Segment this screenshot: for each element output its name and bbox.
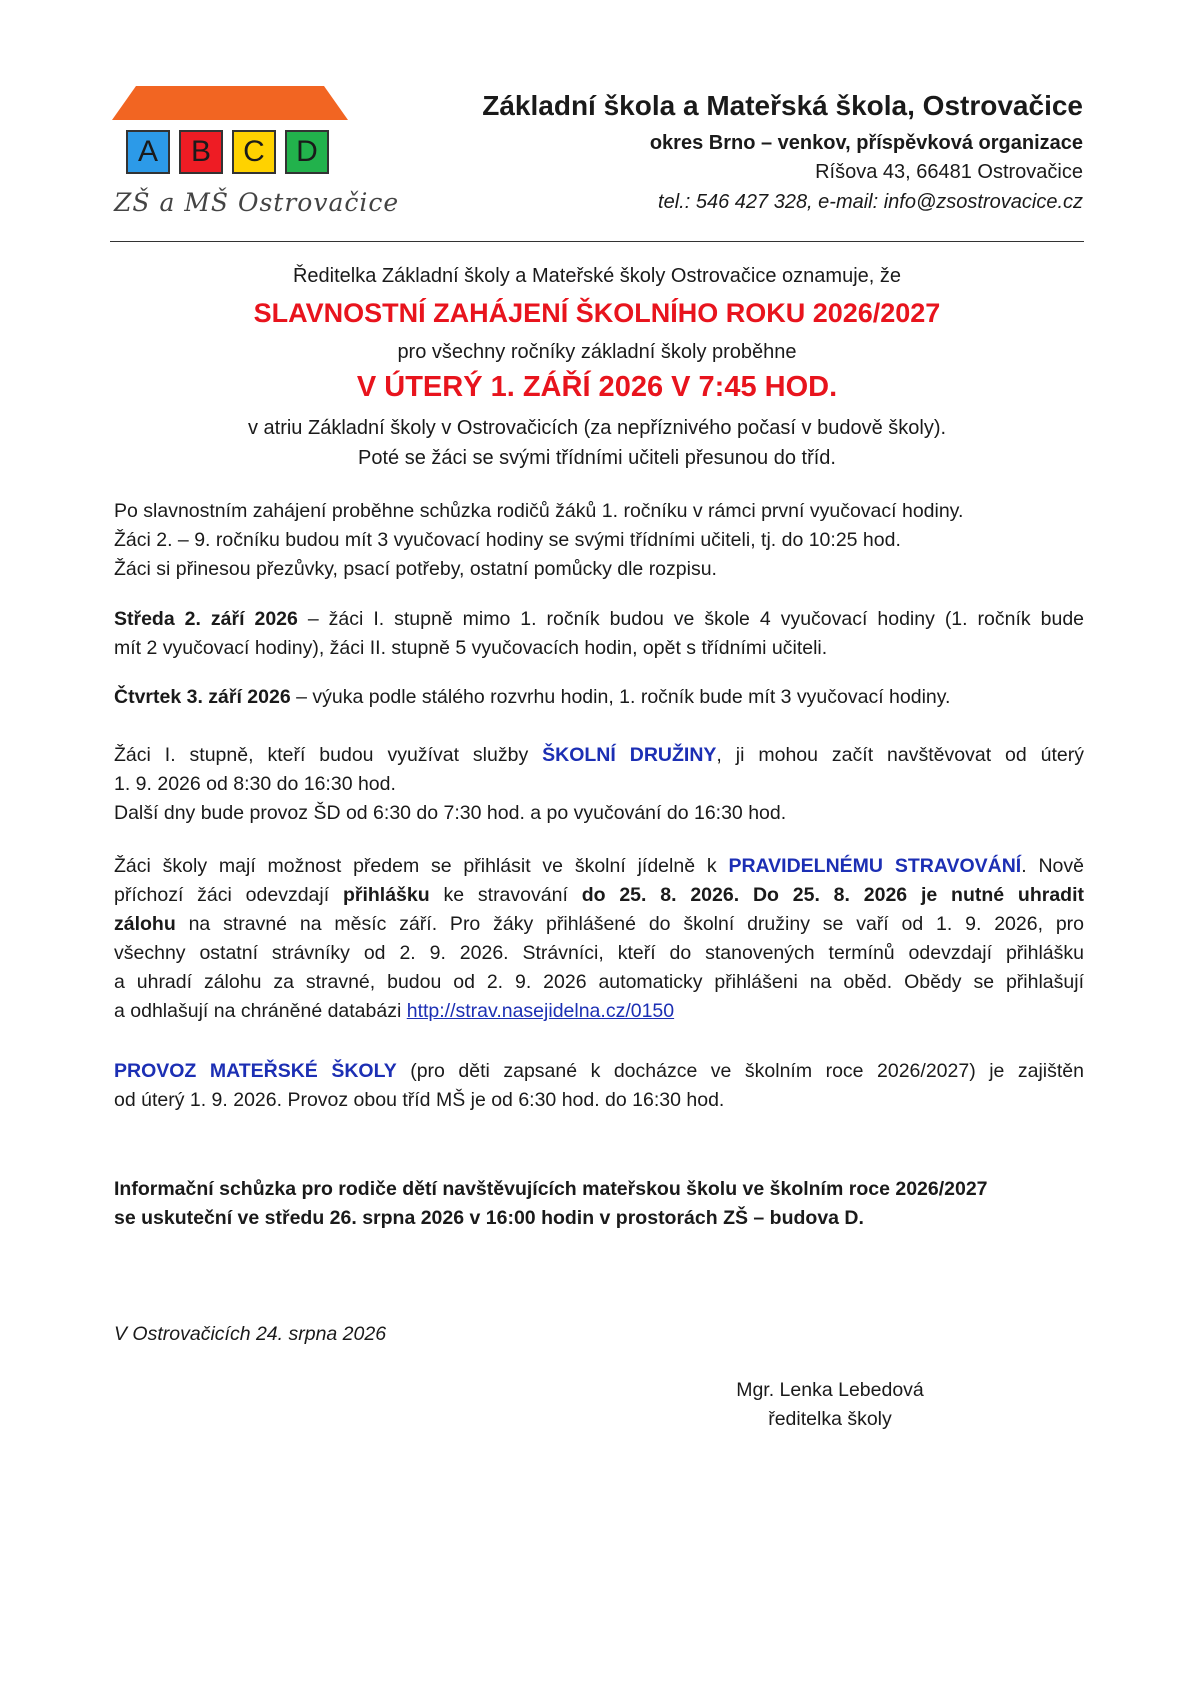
announcement-after: Poté se žáci se svými třídními učiteli přesunou do tříd. bbox=[358, 447, 836, 469]
school-address: Ríšova 43, 66481 Ostrovačice bbox=[815, 161, 1083, 183]
stravovani-text-post: . Nově bbox=[1021, 855, 1084, 877]
info-meeting-line-1: Informační schůzka pro rodiče dětí navštěvujících mateřskou školu ve školním roce 2026/2027 bbox=[114, 1178, 988, 1200]
druzina-text-pre: Žáci I. stupně, kteří budou využívat služby bbox=[114, 744, 543, 766]
stravovani-highlight: PRAVIDELNÉMU STRAVOVÁNÍ bbox=[728, 855, 1022, 877]
stravovani-line-4: všechny ostatní strávníky od 2. 9. 2026. Strávníci, kteří do stanovených termínů odevzdají přihlášku bbox=[114, 942, 1084, 964]
first-day-line-2: Žáci 2. – 9. ročníku budou mít 3 vyučovací hodiny se svými třídními učiteli, tj. do 10:25 hod. bbox=[114, 529, 901, 551]
druzina-highlight: ŠKOLNÍ DRUŽINY bbox=[542, 744, 717, 766]
wednesday-line-2: mít 2 vyučovací hodiny), žáci II. stupně 5 vyučovacích hodin, opět s třídními učiteli. bbox=[114, 637, 828, 659]
ms-paragraph bbox=[114, 1057, 1084, 1115]
school-okres: okres Brno – venkov, příspěvková organizace bbox=[649, 132, 1083, 154]
ms-line-1 bbox=[114, 1057, 1084, 1086]
stravovani-line-1 bbox=[114, 852, 1084, 881]
stravovani-text-pre: Žáci školy mají možnost předem se přihlásit ve školní jídelně k bbox=[114, 855, 729, 877]
header-divider bbox=[110, 241, 1084, 242]
ms-line-2: od úterý 1. 9. 2026. Provoz obou tříd MŠ je od 6:30 hod. do 16:30 hod. bbox=[114, 1089, 725, 1111]
logo-block-b: B bbox=[179, 130, 223, 174]
school-contact: tel.: 546 427 328, e-mail: info@zsostrovacice.cz bbox=[658, 191, 1083, 213]
stravovani-line-3 bbox=[114, 910, 1084, 939]
thursday-label: Čtvrtek 3. září 2026 bbox=[114, 686, 291, 708]
stravovani-line-2 bbox=[114, 881, 1084, 910]
druzina-line-2: 1. 9. 2026 od 8:30 do 16:30 hod. bbox=[114, 773, 396, 795]
place-date: V Ostrovačicích 24. srpna 2026 bbox=[114, 1323, 387, 1345]
jidelna-database-link[interactable]: http://strav.nasejidelna.cz/0150 bbox=[406, 1000, 675, 1022]
info-meeting-line-2: se uskuteční ve středu 26. srpna 2026 v 16:00 hodin v prostorách ZŠ – budova D. bbox=[114, 1207, 864, 1229]
wednesday-label: Středa 2. září 2026 bbox=[114, 608, 298, 630]
school-name: Základní škola a Mateřská škola, Ostrovačice bbox=[482, 90, 1083, 121]
ms-highlight: PROVOZ MATEŘSKÉ ŠKOLY bbox=[114, 1060, 397, 1082]
announcement-title: SLAVNOSTNÍ ZAHÁJENÍ ŠKOLNÍHO ROKU 2026/2027 bbox=[253, 298, 941, 328]
announcement-location: v atriu Základní školy v Ostrovačicích (za nepříznivého počasí v budově školy). bbox=[247, 417, 947, 439]
signature-name: Mgr. Lenka Lebedová bbox=[736, 1379, 924, 1401]
logo-blocks bbox=[126, 130, 329, 174]
wednesday-paragraph bbox=[114, 605, 1084, 663]
stravovani-l2-c: ke stravování bbox=[429, 884, 582, 906]
thursday-paragraph bbox=[114, 683, 1084, 712]
logo-block-a: A bbox=[126, 130, 170, 174]
stravovani-l3-b: na stravné na měsíc září. Pro žáky přihlášené do školní družiny se vaří od 1. 9. 2026, pro bbox=[175, 913, 1084, 935]
stravovani-zaloha: zálohu bbox=[114, 913, 176, 935]
announcement-subtitle: pro všechny ročníky základní školy proběhne bbox=[397, 341, 797, 363]
signature-block bbox=[700, 1376, 960, 1434]
announcement-intro: Ředitelka Základní školy a Mateřské školy Ostrovačice oznamuje, že bbox=[292, 265, 902, 287]
roof-shape bbox=[112, 86, 348, 120]
logo-block-d: D bbox=[285, 130, 329, 174]
wednesday-text-1: – žáci I. stupně mimo 1. ročník budou ve škole 4 vyučovací hodiny (1. ročník bude bbox=[297, 608, 1085, 630]
druzina-line-3: Další dny bude provoz ŠD od 6:30 do 7:30 hod. a po vyučování do 16:30 hod. bbox=[114, 802, 787, 824]
logo-block-c: C bbox=[232, 130, 276, 174]
stravovani-l6-pre: a odhlašují na chráněné databázi bbox=[114, 1000, 407, 1022]
info-meeting-paragraph bbox=[114, 1175, 1084, 1233]
first-day-line-3: Žáci si přinesou přezůvky, psací potřeby, ostatní pomůcky dle rozpisu. bbox=[114, 558, 717, 580]
stravovani-l2-a: příchozí žáci odevzdají bbox=[114, 884, 343, 906]
druzina-line-1 bbox=[114, 741, 1084, 770]
first-day-line-1: Po slavnostním zahájení proběhne schůzka rodičů žáků 1. ročníku v rámci první vyučovací hodiny. bbox=[114, 500, 964, 522]
thursday-text: – výuka podle stálého rozvrhu hodin, 1. ročník bude mít 3 vyučovací hodiny. bbox=[290, 686, 951, 708]
first-day-paragraph bbox=[114, 497, 1084, 584]
stravovani-prihlaska: přihlášku bbox=[342, 884, 430, 906]
thursday-line bbox=[114, 683, 1084, 712]
logo-script-text: ZŠ a MŠ Ostrovačice bbox=[114, 188, 400, 217]
stravovani-line-6 bbox=[114, 997, 1084, 1026]
stravovani-deadline: do 25. 8. 2026. Do 25. 8. 2026 je nutné uhradit bbox=[581, 884, 1084, 906]
ms-text-post: (pro děti zapsané k docházce ve školním roce 2026/2027) je zajištěn bbox=[396, 1060, 1084, 1082]
druzina-paragraph bbox=[114, 741, 1084, 828]
wednesday-line-1 bbox=[114, 605, 1084, 634]
druzina-text-post: , ji mohou začít navštěvovat od úterý bbox=[716, 744, 1085, 766]
signature-role: ředitelka školy bbox=[768, 1408, 892, 1430]
stravovani-paragraph bbox=[114, 852, 1084, 1026]
announcement-date-time: V ÚTERÝ 1. ZÁŘÍ 2026 V 7:45 HOD. bbox=[356, 371, 838, 403]
stravovani-line-5: a uhradí zálohu za stravné, budou od 2. 9. 2026 automaticky přihlášeni na oběd. Obědy se přihlašují bbox=[114, 971, 1084, 993]
school-logo bbox=[112, 86, 400, 226]
